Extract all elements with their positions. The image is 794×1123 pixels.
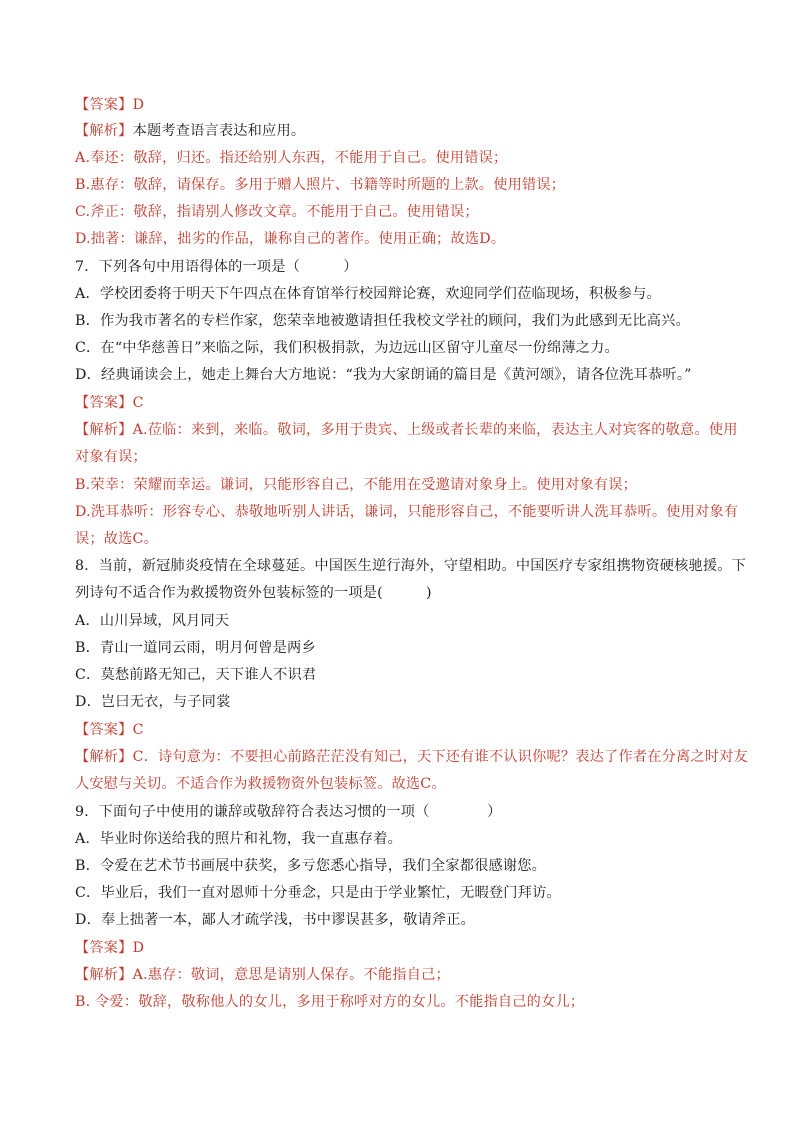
analysis-line: D.洗耳恭听：形容专心、恭敬地听别人讲话，谦词，只能形容自己，不能要听讲人洗耳恭听。使用对象有 [75, 504, 739, 520]
question-option: D．岂曰无衣，与子同裳 [75, 694, 231, 710]
answer-value: D [132, 940, 145, 956]
analysis-line: A.奉还：敬辞，归还。指还给别人东西，不能用于自己。使用错误； [75, 150, 508, 166]
answer-label: 【答案】 [75, 97, 133, 113]
analysis-text: A.莅临：来到，来临。敬词，多用于贵宾、上级或者长辈的来临，表达主人对宾客的敬意。使用 [132, 422, 738, 438]
analysis-line: 人安慰与关切。不适合作为救援物资外包装标签。故选C。 [75, 776, 446, 792]
analysis-line: B.荣幸：荣耀而幸运。谦词，只能形容自己，不能用在受邀请对象身上。使用对象有误； [75, 477, 638, 493]
analysis-text: A.惠存：敬词，意思是请别人保存。不能指自己； [132, 967, 450, 983]
question-option: B．令爱在艺术节书画展中获奖，多亏您悉心指导，我们全家都很感谢您。 [75, 858, 547, 874]
analysis-line: B.惠存：敬辞，请保存。多用于赠人照片、书籍等时所题的上款。使用错误； [75, 177, 566, 193]
answer-label: 【答案】 [75, 722, 133, 738]
question-option: A．毕业时你送给我的照片和礼物，我一直惠存着。 [75, 831, 402, 847]
answer-label: 【答案】 [75, 940, 133, 956]
answer-line [75, 939, 723, 957]
question-stem: 列诗句不适合作为救援物资外包装标签的一项是( ) [75, 585, 432, 601]
answer-label: 【答案】 [75, 395, 133, 411]
analysis-text: 本题考查语言表达和应用。 [132, 123, 306, 139]
question-stem: 7．下列各句中用语得体的一项是（ ） [75, 259, 358, 275]
analysis-line [75, 748, 748, 766]
analysis-label: 【解析】 [75, 967, 133, 983]
analysis-line: B. 令爱：敬辞，敬称他人的女儿，多用于称呼对方的女儿。不能指自己的女儿； [75, 994, 585, 1010]
question-option: C．莫愁前路无知己，天下谁人不识君 [75, 667, 317, 683]
analysis-label: 【解析】 [75, 123, 133, 139]
analysis-line [75, 966, 723, 984]
question-option: D．奉上拙著一本，鄙人才疏学浅，书中谬误甚多，敬请斧正。 [75, 912, 476, 928]
question-option: C．在“中华慈善日”来临之际，我们积极捐款，为边远山区留守儿童尽一份绵薄之力。 [75, 340, 619, 356]
answer-line [75, 96, 723, 114]
question-option: C．毕业后，我们一直对恩师十分垂念，只是由于学业繁忙，无暇登门拜访。 [75, 885, 561, 901]
analysis-label: 【解析】 [75, 422, 133, 438]
answer-line [75, 721, 723, 739]
question-option: B．作为我市著名的专栏作家，您荣幸地被邀请担任我校文学社的顾问，我们为此感到无比高兴。 [75, 313, 690, 329]
question-stem: 9．下面句子中使用的谦辞或敬辞符合表达习惯的一项（ ） [75, 804, 502, 820]
analysis-line: 对象有误； [75, 449, 147, 465]
answer-value: D [132, 97, 145, 113]
answer-line [75, 394, 723, 412]
analysis-text: C．诗句意为：不要担心前路茫茫没有知己，天下还有谁不认识你呢？表达了作者在分离之时对友 [132, 749, 748, 765]
analysis-label: 【解析】 [75, 749, 133, 765]
answer-value: C [132, 395, 144, 411]
analysis-line: 误；故选C。 [75, 531, 158, 547]
answer-value: C [132, 722, 144, 738]
question-stem: 8．当前，新冠肺炎疫情在全球蔓延。中国医生逆行海外，守望相助。中国医疗专家组携物资硬核驰援。下 [75, 558, 747, 574]
analysis-line: C.斧正：敬辞，指请别人修改文章。不能用于自己。使用错误； [75, 204, 479, 220]
analysis-line [75, 122, 723, 140]
question-option: A．山川异域，风月同天 [75, 613, 230, 629]
analysis-line [75, 421, 738, 439]
question-option: A．学校团委将于明天下午四点在体育馆举行校园辩论赛，欢迎同学们莅临现场，积极参与。 [75, 286, 661, 302]
question-option: B．青山一道同云雨，明月何曾是两乡 [75, 640, 316, 656]
question-option: D．经典诵读会上，她走上舞台大方地说：“我为大家朗诵的篇目是《黄河颂》，请各位洗耳恭听。” [75, 367, 692, 383]
analysis-line: D.拙著：谦辞，拙劣的作品，谦称自己的著作。使用正确；故选D。 [75, 231, 506, 247]
